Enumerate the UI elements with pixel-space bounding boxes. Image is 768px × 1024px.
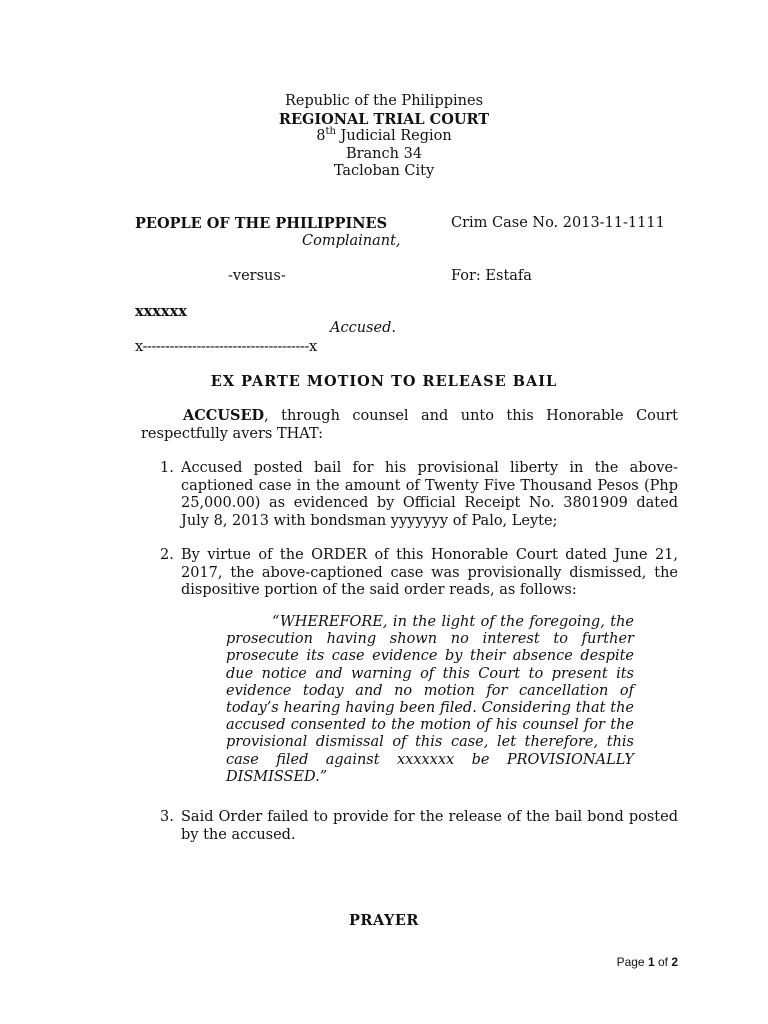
item-3-number: 3. [160,809,174,825]
header-branch: Branch 34 [345,145,423,162]
order-quote: “WHEREFORE, in the light of the foregoing, the prosecution having shown no interest to further prosecute its case evidence by their absence despite due notice and warning of this Court to present its evidence today and no motion for cancellation of today’s hearing having been filed. Considering that the accused consented to the motion of his counsel for the provisional dismissal of this case, let therefore, this case filed against xxxxxxx be PROVISIONALLY DISMISSED.” [226,614,634,785]
versus-label: -versus- [228,268,286,284]
item-1-text: Accused posted bail for his provisional liberty in the above-captioned case in the amount of Twenty Five Thousand Pesos (Php 25,000.00) as evidenced by Official Receipt No. 3801909 dated July 8, 2013 with bondsman yyyyyyy of Palo, Leyte; [181,460,678,529]
intro-paragraph: ACCUSED, through counsel and unto this Honorable Court respectfully avers THAT: [141,407,678,442]
plaintiff-role: Complainant, [302,233,401,249]
header-republic: Republic of the Philippines [284,93,484,109]
offense-label: For: Estafa [451,268,532,284]
caption-divider: x-------------------------------------x [135,339,317,355]
court-header [0,93,768,181]
motion-title: EX PARTE MOTION TO RELEASE BAIL [210,373,558,390]
page-number: Page 1 of 2 [616,955,678,969]
header-court-name: REGIONAL TRIAL COURT [278,110,490,128]
header-judicial-region: 8th Judicial Region [316,126,452,144]
intro-lead: ACCUSED [183,407,265,424]
item-1-number: 1. [160,460,174,476]
prayer-heading: PRAYER [349,912,419,929]
case-number: Crim Case No. 2013-11-1111 [451,215,665,231]
accused-role: Accused. [330,320,396,336]
item-3-text: Said Order failed to provide for the release of the bail bond posted by the accused. [181,809,678,843]
header-city: Tacloban City [333,163,435,179]
accused-name: xxxxxx [135,303,187,320]
item-2-text: By virtue of the ORDER of this Honorable Court dated June 21, 2017, the above-captioned case was provisionally dismissed, the dispositive portion of the said order reads, as follows: [181,547,678,598]
plaintiff-name: PEOPLE OF THE PHILIPPINES [135,215,388,232]
item-2-number: 2. [160,547,174,563]
